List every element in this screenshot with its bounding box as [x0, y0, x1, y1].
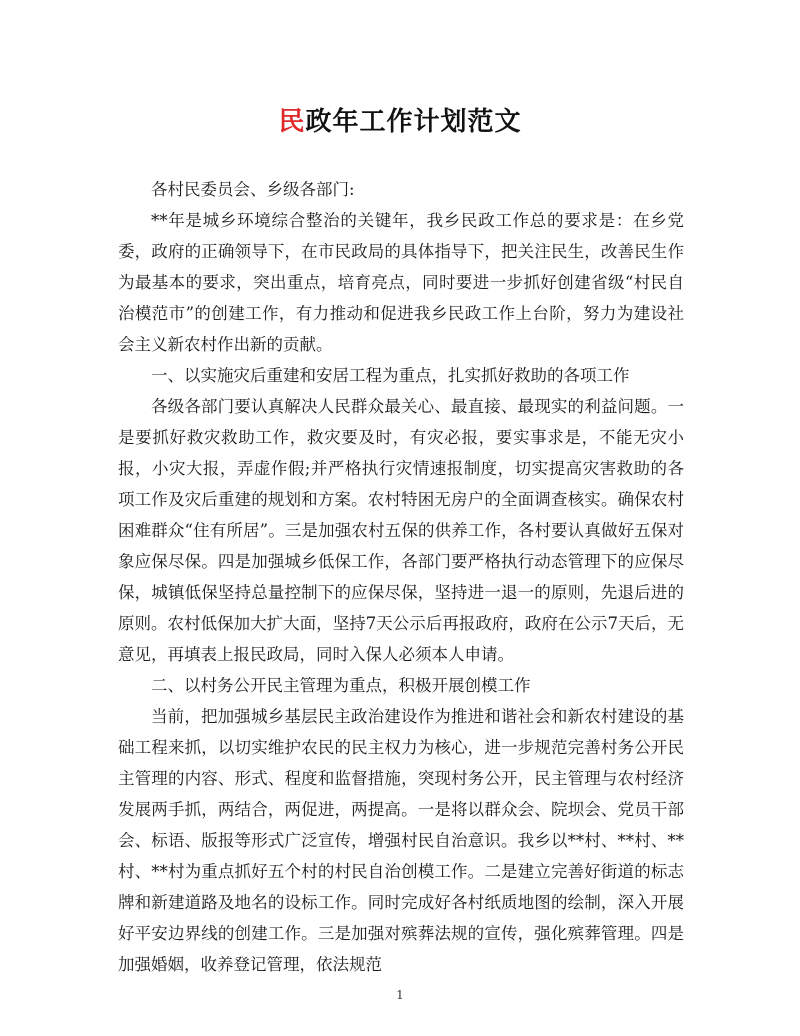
section-heading-1: 一、以实施灾后重建和安居工程为重点，扎实抓好救助的各项工作 [151, 366, 630, 385]
paragraph-section-1: 各级各部门要认真解决人民群众最关心、最直接、最现实的利益问题。一是要抓好救灾救助工作，救灾要及时，有灾必报，要实事求是，不能无灾小报，小灾大报，弄虚作假;并严格执行灾情速报制度，切实提高灾害救助的各项工作及灾后重建的规划和方案。农村特困无房户的全面调查核实。确保农村困难群众“住有所居”。三是加强农村五保的供养工作，各村要认真做好五保对象应保尽保。四是加强城乡低保工作，各部门要严格执行动态管理下的应保尽保，城镇低保坚持总量控制下的应保尽保，坚持进一退一的原则，先退后进的原则。农村低保加大扩大面，坚持7天公示后再报政府，政府在公示7天后，无意见，再填表上报民政局，同时入保人必须本人申请。 [118, 397, 684, 664]
title-text: 政年工作计划范文 [305, 107, 522, 137]
paragraph-salutation: 各村民委员会、乡级各部门: [151, 180, 355, 199]
page-title [0, 104, 800, 140]
section-heading-2: 二、以村务公开民主管理为重点，积极开展创模工作 [151, 676, 531, 695]
title-accent-char: 民 [278, 107, 306, 137]
paragraph-section-2: 当前，把加强城乡基层民主政治建设作为推进和谐社会和新农村建设的基础工程来抓，以切实维护农民的民主权力为核心，进一步规范完善村务公开民主管理的内容、形式、程度和监督措施，突现村务公开，民主管理与农村经济发展两手抓，两结合，两促进，两提高。一是将以群众会、院坝会、党员干部会、标语、版报等形式广泛宣传，增强村民自治意识。我乡以**村、**村、**村、**村为重点抓好五个村的村民自治创模工作。二是建立完善好街道的标志牌和新建道路及地名的设标工作。同时完成好各村纸质地图的绘制，深入开展好平安边界线的创建工作。三是加强对殡葬法规的宣传，强化殡葬管理。四是加强婚姻，收养登记管理，依法规范 [118, 707, 684, 974]
document-body [118, 174, 684, 980]
page-number: 1 [396, 988, 404, 1002]
paragraph-intro: **年是城乡环境综合整治的关键年，我乡民政工作总的要求是：在乡党委，政府的正确领导下，在市民政局的具体指导下，把关注民生，改善民生作为最基本的要求，突出重点，培育亮点，同时要进一步抓好创建省级“村民自治模范市”的创建工作，有力推动和促进我乡民政工作上台阶，努力为建设社会主义新农村作出新的贡献。 [118, 211, 684, 354]
